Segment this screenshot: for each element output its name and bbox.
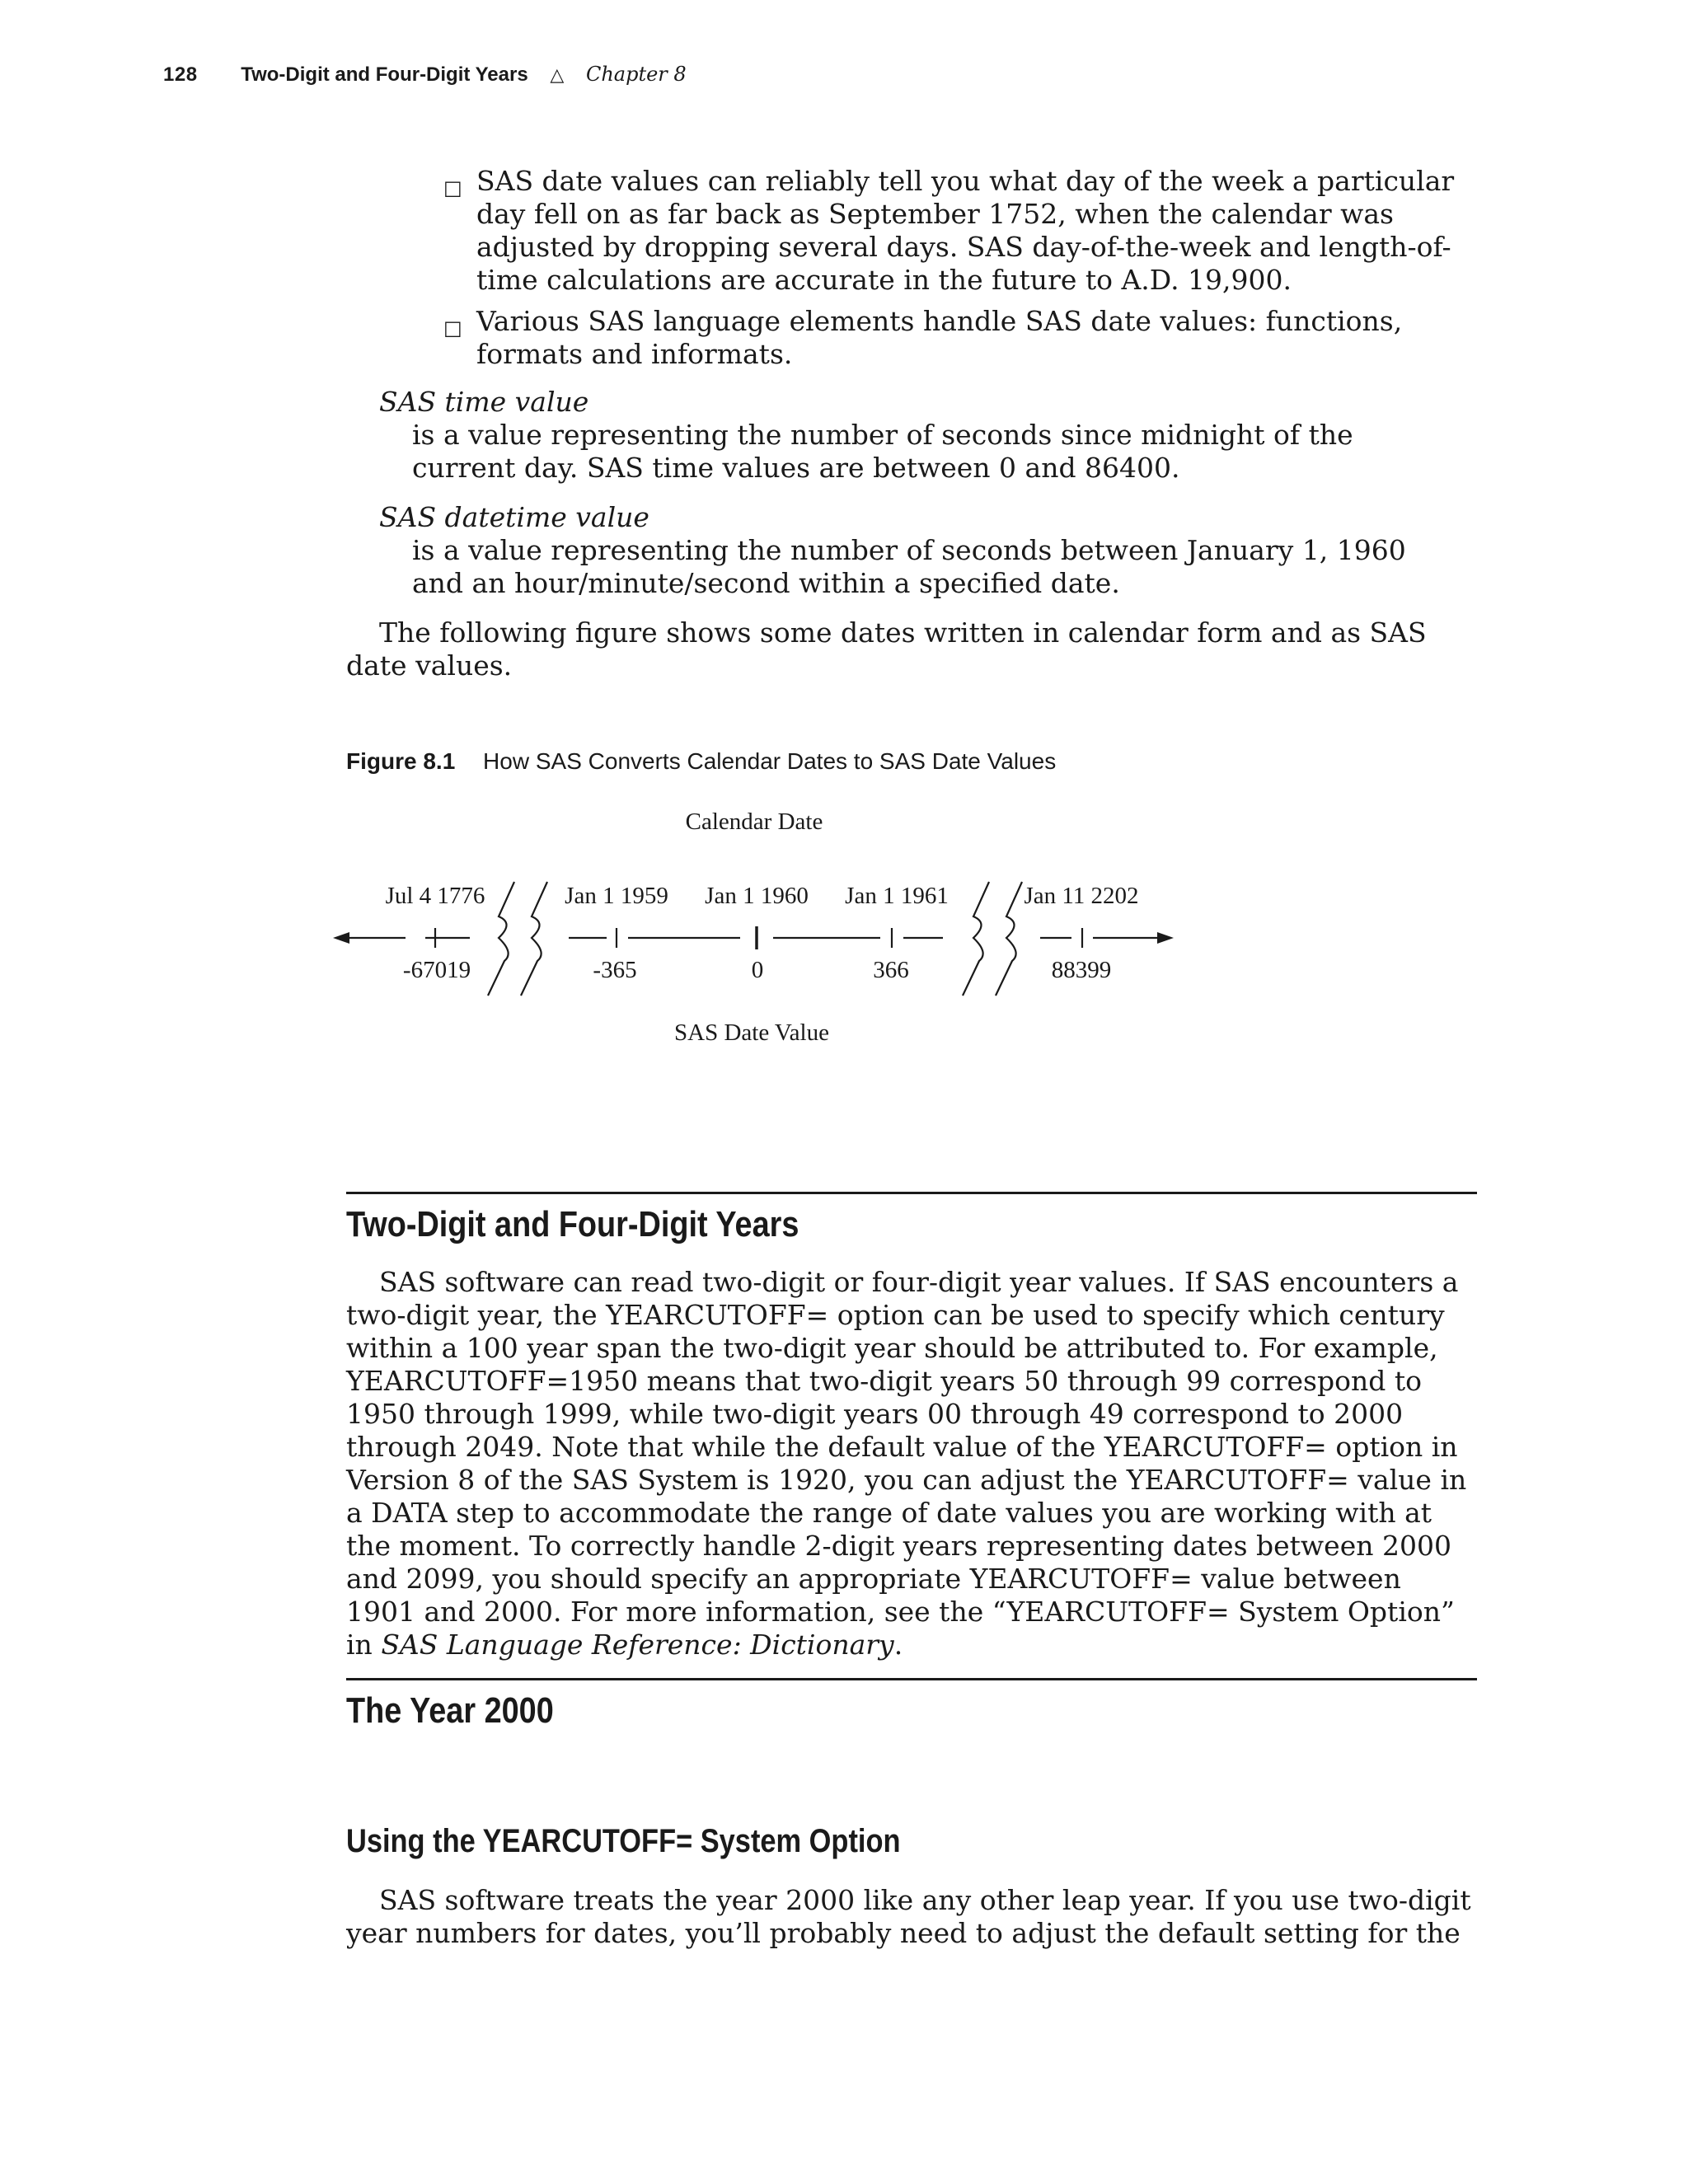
date-label: Jan 1 1959 — [565, 883, 668, 909]
definition-description: is a value representing the number of seconds since midnight of the current day. SAS time values are between 0 and 86400. — [412, 419, 1353, 484]
sas-date-value-label: SAS Date Value — [674, 1019, 829, 1046]
bullet-text: SAS date values can reliably tell you what day of the week a particular day fell on as far back as September 1752, when the calendar was adjusted by dropping several days. SAS day-of-the-week and length-of-time calculations are accurate in the future to A.D. 19,900. — [476, 165, 1455, 296]
checkbox-bullet-icon: □ — [443, 316, 462, 340]
figure-caption-text: How SAS Converts Calendar Dates to SAS Date Values — [483, 748, 1057, 774]
section-heading-year-2000: The Year 2000 — [346, 1690, 554, 1731]
definition-term: SAS time value — [379, 386, 589, 418]
sas-value-label: 366 — [873, 957, 909, 983]
section-rule — [346, 1192, 1477, 1194]
date-label: Jan 1 1960 — [705, 883, 809, 909]
bullet-text: Various SAS language elements handle SAS date values: functions, formats and informats. — [476, 305, 1403, 370]
paragraph-end: . — [893, 1629, 903, 1661]
figure-caption — [346, 747, 1056, 776]
sas-value-label: 88399 — [1051, 957, 1112, 983]
date-label: Jan 1 1961 — [845, 883, 949, 909]
chapter-label: Chapter 8 — [585, 63, 687, 86]
calendar-date-label: Calendar Date — [685, 808, 823, 835]
paragraph-text: SAS software can read two-digit or four-digit year values. If SAS encounters a two-digit year, the YEARCUTOFF= option can be used to specify which century within a 100 year span the two-digit year should be attributed to. For example, YEARCUTOFF=1950 means that two-digit years 50 through 99 correspond to 1950 through 1999, while two-digit years 00 through 49 correspond to 2000 through 2049. Note that while the default value of the YEARCUTOFF= option in Version 8 of the SAS System is 1920, you can adjust the YEARCUTOFF= value in a DATA step to accommodate the range of date values you are working with at the moment. To correctly handle 2-digit years representing dates between 2000 and 2099, you should specify an appropriate YEARCUTOFF= value between 1901 and 2000. For more information, see the “YEARCUTOFF= System Option” in — [346, 1266, 1467, 1661]
running-header — [163, 59, 687, 90]
triangle-separator-icon: △ — [550, 64, 565, 85]
checkbox-bullet-icon: □ — [443, 176, 462, 199]
section-rule — [346, 1678, 1477, 1680]
axis-break-icon — [488, 882, 547, 996]
definition-description: is a value representing the number of seconds between January 1, 1960 and an hour/minute/second within a specified date. — [412, 534, 1406, 599]
sas-value-label: 0 — [751, 957, 764, 983]
timeline-figure — [330, 791, 1203, 1063]
axis-break-icon — [963, 882, 1022, 996]
page-number: 128 — [163, 63, 198, 86]
yearcutoff-paragraph: SAS software treats the year 2000 like any other leap year. If you use two-digit year numbers for dates, you’ll probably need to adjust the default setting for the — [346, 1884, 1471, 1949]
two-digit-paragraph — [346, 1266, 1475, 1661]
section-heading-two-digit: Two-Digit and Four-Digit Years — [346, 1204, 799, 1244]
subsection-heading-yearcutoff: Using the YEARCUTOFF= System Option — [346, 1823, 901, 1859]
reference-title: SAS Language Reference: Dictionary — [381, 1629, 894, 1661]
running-title: Two-Digit and Four-Digit Years — [241, 63, 528, 86]
definition-sas-datetime-value — [379, 501, 1459, 600]
definition-term: SAS datetime value — [379, 501, 649, 533]
list-item — [443, 165, 1457, 297]
intro-paragraph: The following figure shows some dates written in calendar form and as SAS date values. — [346, 616, 1427, 682]
sas-value-label: -365 — [593, 957, 637, 983]
sas-value-label: -67019 — [402, 957, 471, 983]
definition-sas-time-value — [379, 386, 1459, 485]
right-arrow-icon — [1157, 932, 1174, 944]
date-label: Jan 11 2202 — [1024, 883, 1139, 909]
list-item — [443, 305, 1457, 371]
bullet-list — [443, 165, 1457, 379]
date-label: Jul 4 1776 — [385, 883, 485, 909]
figure-number: Figure 8.1 — [346, 748, 456, 774]
left-arrow-icon — [333, 932, 349, 944]
